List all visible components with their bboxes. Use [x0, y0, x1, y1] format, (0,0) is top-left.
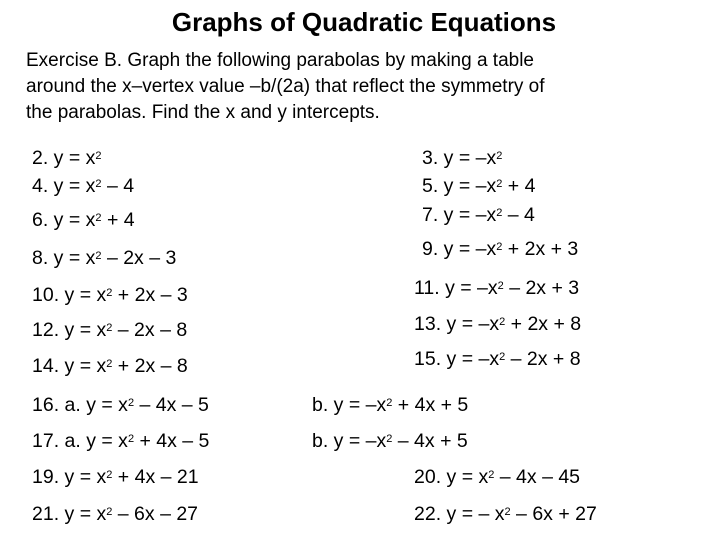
problem-13: 13. $y = -x^2 + 2x + 8$	[414, 313, 582, 335]
problem-22: 22. y = – $x^2 - 6x + 27$	[414, 503, 597, 525]
intro-line: Exercise B. Graph the following parabolas by making a table	[26, 50, 534, 71]
page-title: Graphs of Quadratic Equations	[171, 7, 557, 37]
problem-5: 5. $y = -x^2 + 4$	[422, 175, 536, 197]
problem-8: 8. $y = x^2 - 2x - 3$	[32, 247, 177, 269]
intro-line: around the x–vertex value –b/(2a) that reflect the symmetry of	[26, 76, 545, 97]
problem-12: 12. $y = x^2 - 2x - 8$	[32, 319, 188, 341]
intro-line: the parabolas. Find the x and y intercepts.	[26, 102, 380, 123]
problem-2: 2. $y = x^2$	[32, 147, 102, 169]
exercise-instructions	[26, 48, 716, 126]
problem-10: 10. $y = x^2 + 2x - 3$	[32, 284, 188, 306]
problem-9: 9. $y = -x^2 + 2x + 3$	[422, 238, 579, 260]
problem-4: 4. $y = x^2 - 4$	[32, 175, 135, 197]
problem-19: 19. $y = x^2 + 4x - 21$	[32, 466, 199, 488]
problem-7: 7. $y = -x^2 - 4$	[422, 204, 535, 226]
problem-17a: 17. a. $y = x^2 + 4x - 5$	[32, 430, 210, 452]
problem-17b: b. $y = -x^2 - 4x + 5$	[312, 430, 468, 452]
problem-21: 21. $y = x^2 - 6x - 27$	[32, 503, 199, 525]
problem-16b: b. $y = -x^2 + 4x + 5$	[312, 394, 469, 416]
problem-15: 15. $y = -x^2 - 2x + 8$	[414, 348, 581, 370]
problem-20: 20. $y = x^2 - 4x - 45$	[414, 466, 581, 488]
problem-3: 3. $y = -x^2$	[422, 147, 503, 169]
problem-6: 6. $y = x^2 + 4$	[32, 209, 135, 231]
problem-14: 14. $y = x^2 + 2x - 8$	[32, 355, 188, 377]
problem-16a: 16. a. $y = x^2 - 4x - 5$	[32, 394, 209, 416]
problem-11: 11. $y = -x^2 - 2x + 3$	[414, 277, 580, 299]
